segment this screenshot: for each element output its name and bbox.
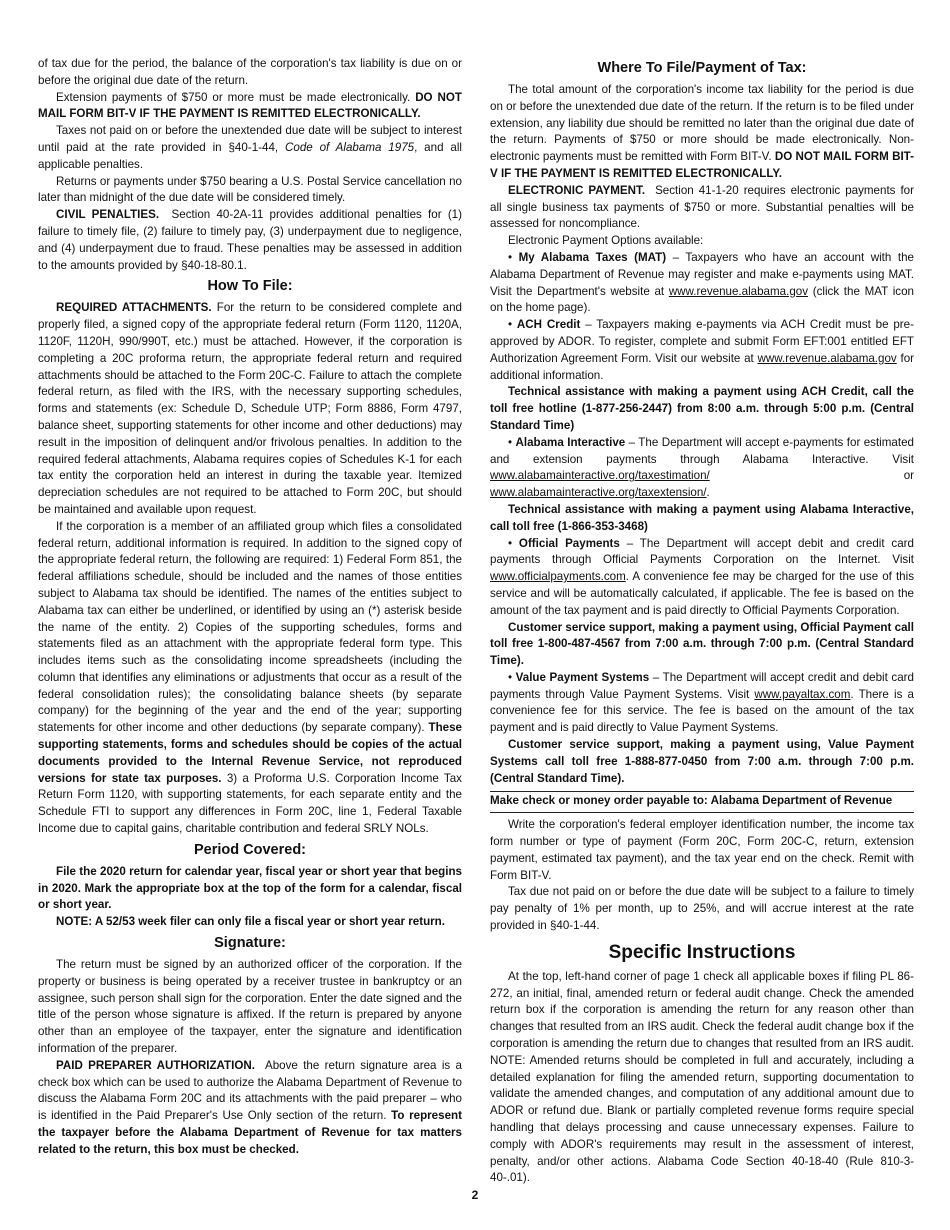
- bullet-value-payment: • Value Payment Systems – The Department will accept credit and debit card payments through Value Payment Systems. Visit www.payaltax.com. There is a convenience fee for this service. The fee is based on the amount of the tax payment and is paid directly to Value Payment Systems.: [490, 670, 914, 735]
- paragraph-interest: Taxes not paid on or before the unextended due date will be subject to interest until paid at the rate provided in §40-1-44, Code of Alabama 1975, and all applicable penalties.: [38, 124, 462, 171]
- payable-to-bar: Make check or money order payable to: Alabama Department of Revenue: [490, 791, 914, 813]
- paragraph-ach-support: Technical assistance with making a payment using ACH Credit, call the toll free hotline (1-877-256-2447) from 8:00 a.m. through 5:00 p.m. (Central Standard Time): [490, 385, 914, 432]
- how-to-file-heading: How To File:: [207, 278, 293, 295]
- bullet-ach-credit: • ACH Credit – Taxpayers making e-payments via ACH Credit must be pre-approved by ADOR. To register, complete and submit Form EFT:001 entitled EFT Authorization Agreement Form. Visit our website at www.revenue.alabama.gov for additional information.: [490, 318, 914, 382]
- right-column: [490, 56, 914, 1187]
- paragraph-note: NOTE: A 52/53 week filer can only file a fiscal year or short year return.: [56, 915, 445, 929]
- bullet-mat: • My Alabama Taxes (MAT) – Taxpayers who have an account with the Alabama Department of Revenue may register and make e-payments using MAT. Visit the Department's website at www.revenue.alabama.gov (click the MAT icon on the home page).: [490, 250, 914, 315]
- paragraph-affiliated-group: If the corporation is a member of an affiliated group which files a consolidated federal return, additional information is required. In addition to the signed copy of the appropriate federal return, the following are required: 1) Federal Form 851, the federal affiliations schedule, should be included and the names of those entities subject to Alabama tax should be identified. The names of the entities subject to Alabama tax can either be underlined, or identified by using an (*) asterisk beside the name of the entity. 2) Copies of the supporting schedules, forms and statements filed as an attachment with the appropriate federal form type. This includes items such as the consolidating income spreadsheets (including the column that identifies any eliminations or adjustments that occur as a result of the federal consolidation rules); the consolidating balance sheets (by separate company) for the beginning of the year and the end of the year; supporting statements for other income and other deductions (by separate company). These supporting statements, forms and schedules should be copies of the actual documents provided to the Internal Revenue Service, not reproduced versions for state tax purposes. 3) a Proforma U.S. Corporation Income Tax Return Form 1120, with supporting statements, for each separate entity and the Schedule FTI to support any differences in Form 20C, line 1, Federal Taxable Income due to capital gains, charitable contribution and federal SRLY NOLs.: [38, 519, 462, 836]
- paragraph-value-support: Customer service support, making a payment using, Value Payment Systems call toll free 1-888-877-0450 from 7:00 a.m. through 7:00 p.m. (Central Standard Time).: [490, 738, 914, 785]
- page-number: 2: [471, 1188, 479, 1202]
- paragraph-penalty: Tax due not paid on or before the due date will be subject to a failure to timely pay penalty of 1% per month, up to 25%, and will accrue interest at the rate provided in §40-1-44.: [490, 885, 914, 933]
- specific-instructions-heading: Specific Instructions: [608, 941, 796, 963]
- bullet-icon: •: [508, 250, 513, 264]
- paragraph-postal: Returns or payments under $750 bearing a U.S. Postal Service cancellation no later than midnight of the due date will be considered timely.: [38, 174, 462, 205]
- revenue-website-link[interactable]: www.revenue.alabama.gov: [757, 351, 897, 365]
- payaltax-link[interactable]: www.payaltax.com: [754, 687, 851, 701]
- bullet-icon: •: [508, 318, 513, 332]
- tax-estimation-link[interactable]: www.alabamainteractive.org/taxestimation/: [490, 469, 710, 483]
- bullet-icon: •: [508, 670, 513, 684]
- paragraph-total-liability: The total amount of the corporation's income tax liability for the period is due on or before the unextended due date of the return. If the return is to be filed under extension, any liability due should be remitted no later than the original due date of the return. Payments of $750 or more should be made electronically. Non-electronic payments must be remitted with Form BIT-V. DO NOT MAIL FORM BIT-V IF THE PAYMENT IS REMITTED ELECTRONICALLY.: [490, 83, 914, 180]
- paragraph-write-check: Write the corporation's federal employer identification number, the income tax form number or type of payment (Form 20C, Form 20C-C, return, extension payment, estimated tax payment), and the tax year end on the check. Remit with Form BIT-V.: [490, 818, 914, 882]
- paragraph-signature: The return must be signed by an authorized officer of the corporation. If the property or business is being operated by a receiver trustee in bankruptcy or an assignee, such person shall sign for the corporation. Enter the date signed and the title of the person whose signature is affixed. If the return is prepared by anyone other than an employee of the taxpayer, enter the signature and identification information of the preparer.: [38, 958, 462, 1056]
- bullet-official-payments: • Official Payments – The Department will accept debit and credit card payments through Official Payments Corporation on the Internet. Visit www.officialpayments.com. A convenience fee may be charged for the use of this service and will be automatically calculated, if applicable. The fee is based on the amount of the tax payment and is paid directly to Official Payments Corporation.: [490, 536, 914, 617]
- bullet-icon: •: [508, 435, 513, 449]
- bullet-alabama-interactive: • Alabama Interactive – The Department will accept e-payments for estimated and extension payments through Alabama Interactive. Visit www.alabamainteractive.org/taxestimation/ or www.alabamainteractive.org/taxextension/.: [490, 435, 914, 500]
- period-covered-heading: Period Covered:: [194, 841, 306, 858]
- tax-extension-link[interactable]: www.alabamainteractive.org/taxextension/: [490, 486, 707, 500]
- paragraph-paid-preparer: PAID PREPARER AUTHORIZATION. Above the return signature area is a check box which can be used to authorize the Alabama Department of Revenue to discuss the Alabama Form 20C and its attachments with the paid preparer – who is identified in the Paid Preparer's Use Only section of the return. To represent the taxpayer before the Alabama Department of Revenue for tax matters related to the return, this box must be checked.: [38, 1058, 462, 1156]
- signature-heading: Signature:: [214, 935, 286, 952]
- paragraph-required-attachments: REQUIRED ATTACHMENTS. For the return to be considered complete and properly filed, a signed copy of the appropriate federal return (Form 1120, 1120A, 1120F, 1120H, 990/990T, etc.) must be attached. However, if the corporation is completing a 20C proforma return, the appropriate federal return and required attachments should be attached to the Form 20C-C. Failure to attach the complete federal return, as filed with the IRS, with the necessary supporting schedules, forms and statements (ex: Schedule D, Schedule UTP; Form 8886, Form 4797, balance sheet, supporting statements for other income and other deductions) may result in the imposition of delinquent and/or frivolous penalties. In addition to the required federal attachments, Alabama requires copies of Schedules K-1 for each tax entity the corporation held an interest in during the taxable year. Itemized depreciation schedules are not required to be attached to Form 20C, but should be maintained and available upon request.: [38, 301, 463, 516]
- paragraph-extension: Extension payments of $750 or more must be made electronically. DO NOT MAIL FORM BIT-V IF THE PAYMENT IS REMITTED ELECTRONICALLY.: [38, 90, 462, 121]
- paragraph-official-support: Customer service support, making a payment using, Official Payment call toll free 1-800-487-4567 from 7:00 a.m. through 7:00 p.m. (Central Standard Time).: [490, 620, 914, 668]
- paragraph-civil-penalties: CIVIL PENALTIES. Section 40-2A-11 provides additional penalties for (1) failure to timely file, (2) failure to timely pay, (3) underpayment due to negligence, and (4) underpayment due to fraud. These penalties may be assessed in addition to the amounts provided by §40-18-80.1.: [38, 208, 462, 272]
- official-payments-link[interactable]: www.officialpayments.com: [490, 570, 626, 584]
- paragraph-continued: of tax due for the period, the balance of the corporation's tax liability is due on or before the original due date of the return.: [38, 57, 462, 87]
- paragraph-specific: At the top, left-hand corner of page 1 check all applicable boxes if filing PL 86-272, an initial, final, amended return or federal audit change. Check the amended return box if the corporation is amending the return for any reason other than changes that resulted from an IRS audit. Check the federal audit change box if the corporation is amending the return due to changes that resulted from an IRS audit. NOTE: Amended returns should be completed in full and accurately, including a detailed explanation for filing the amended return, supporting documentation to validate the amended changes, and computation of any additional amount due to ADOR or refund due. Blank or partially completed revenue forms require special handling that delays processing and cause unnecessary expenses. Failure to comply with ADOR's requirements may result in the assessment of interest, penalty, and/or other actions. Alabama Code Section 40-18-40 (Rule 810-3-40-.01).: [490, 969, 914, 1185]
- paragraph-interactive-support: Technical assistance with making a payment using Alabama Interactive, call toll free (1-866-353-3468): [490, 502, 914, 533]
- paragraph-period: File the 2020 return for calendar year, fiscal year or short year that begins in 2020. Mark the appropriate box at the top of the form for a calendar, fiscal or short year.: [38, 864, 462, 912]
- where-to-file-heading: Where To File/Payment of Tax:: [597, 60, 807, 76]
- paragraph-electronic-payment: ELECTRONIC PAYMENT. Section 41-1-20 requires electronic payments for all single business tax payments of $750 or more. Substantial penalties will be assessed for noncompliance.: [490, 183, 914, 231]
- bullet-icon: •: [508, 536, 513, 550]
- paragraph-options: Electronic Payment Options available:: [508, 234, 704, 248]
- revenue-website-link[interactable]: www.revenue.alabama.gov: [668, 284, 809, 298]
- left-column: [38, 56, 462, 1159]
